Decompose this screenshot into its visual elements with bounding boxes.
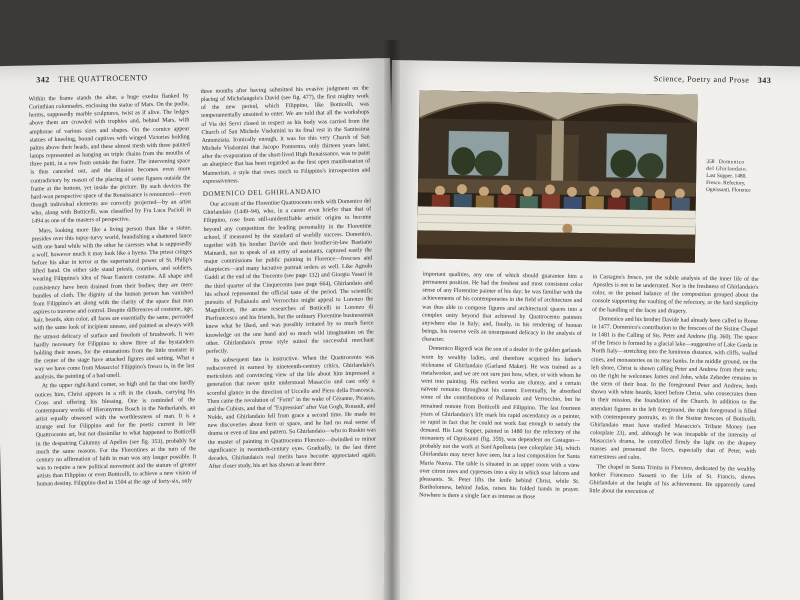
caption-line: Domenico — [718, 159, 745, 166]
left-page-number: 342 — [36, 75, 50, 85]
right-running-head — [654, 74, 778, 85]
paragraph: Within the frame stands the altar, a huge exedra flanked by Corinthian colonnades, enclosing the statue of Mars. On the podia, herms, supposedly marble sculptures, twist as if alive. The ledges above them are crowded with trophies and, behind Mars, with amphorae of various sizes and shapes. On the cornice appear statues of kneeling, bound captives with winged Victories holding palms above their heads, and these almost mesh with three painted lamps represented as hanging on triple chains from the mouths of three putti, in a row from outside the frame. The intervening space is thus canceled out, and the illusion becomes even more contradictory by reason of the placing of some figures outside the frame at the bottom, yet inside the picture. By such devices the hard-won perspective space of the Renaissance is renounced—even though individual elements are correctly projected—by an artist who, along with Botticelli, was classified by Fra Luca Pacioli in 1494 as one of the masters of perspective. — [28, 93, 192, 225]
paragraph: At the upper right-hand corner, so high and far that one hardly notices him, Christ appears in a rift in the clouds, carrying his Cross and offering his blessing. One is reminded of the contemporary works of Hieronymus Bosch in the Netherlands, an artist equally obsessed with the worthlessness of man. It is a strange end for Filippino and for the poetic current in late Quattrocento art, but not dissimilar to what happened to Botticelli in the despairing Calumny of Apelles (see fig. 353), probably for much the same reasons. For the Florentines at the turn of the century no affirmation of faith in man was any longer possible. It was to require a new political movement and the stature of greater artists than Filippino or even Botticelli, to achieve a new vision of human destiny. Filippino died in 1504 at the age of forty-six, only — [34, 380, 197, 488]
figure-caption — [706, 159, 799, 195]
paragraph: Our account of the Florentine Quattrocento ends with Domenico del Ghirlandaio (1449–94), who, in a career even briefer than that of Filippino, rose from still-unidentifiable artistic origins to become beyond any competition the leading personality in the Florentine school, if measured by the standard of worldly success. Domenico, together with his brother Davide and their brother-in-law Bastiano Mainardi, not to speak of an army of assistants, captured easily the major commissions for public painting in Florence—frescoes and altarpieces—and many lucrative portrait orders as well. Like Agnolo Gaddi at the end of the Trecento (see page 132) and Giorgio Vasari in the third quarter of the Cinquecento (see page 664), Ghirlandaio and his school represented the official taste of the period. The scientific pursuits of Pollaiuolo and Verrocchio might appeal to Lorenzo the Magnificent, the arcane researches of Botticelli to Lorenzo di Pierfrancesco and his friends, but the ordinary Florentine businessman knew what he liked, and was possibly irritated by so much fierce knowledge on the one hand and so much wild imagination on the other. Ghirlandaio's prose style suited the successful merchant perfectly. — [203, 198, 374, 355]
caption-line: Last Supper. 1480. — [706, 172, 747, 180]
left-running-title: THE QUATTROCENTO — [58, 73, 148, 84]
paragraph: three months after having submitted his evasive judgment on the placing of Michelangelo's David (see fig. 477), the first mighty work of the new period, which Filippino, like Botticelli, was temperamentally unsuited to enter. We are told that all the workshops of Via dei Servi closed in respect as his body was carried from the Church of San Michele Visdomini to its final rest in the Santissima Annunziata. Ironically enough, it was for this very Church of San Michele Visdomini that Jacopo Pontormo, only thirteen years later, after the evaporation of the short-lived High Renaissance, was to paint an altarpiece that has been regarded as the first open manifestation of Mannerism, a style that owes much to Filippino's introspection and expressiveness. — [200, 85, 371, 185]
right-column-1 — [417, 271, 582, 600]
paragraph: Mars, looking more like a living person than like a statue, presides over this topsy-turvy world, brandishing a shattered lance with one hand while with the other he caresses what is supposedly a wolf, however much it may look like a hyena. The priest cringes before his altar in terror at the supernatural power of St. Philip's lifted hand. On either side stand priests, courtiers, and soldiers, wearing Filippino's idea of Near Eastern costume. All shape and consistency have been drained from their bodies; they are mere bundles of cloth. The dignity of the human person has vanished from Filippino's art along with the clarity of the space that man aspires to traverse and control. Despite differences of costume, age, hair, beards, skin color, all faces are essentially the same, pervaded with the same look of incipient unease, and painted as always with the utmost delicacy of surface and freedom of brushwork. It was hardly necessary for Filippino to show three of the bystanders holding their noses, for the emanations from the little monster in the center of the stage have attacked figures and setting. What a way we have come from Masaccio! Filippino's fresco is, in the last analysis, the painting of a bad smell. — [31, 224, 195, 381]
paragraph: The chapel in Santa Trinita in Florence, dedicated by the wealthy banker Francesco Sassetti to the Life of St. Francis, shows Ghirlandaio at the height of his achievement. He apparently cared little about the execution of — [589, 463, 756, 496]
caption-number: 358 — [706, 158, 715, 166]
right-page-number: 343 — [757, 75, 772, 85]
right-page — [383, 60, 800, 600]
left-page — [0, 58, 402, 600]
caption-line: Fresco. Refectory, — [706, 179, 746, 187]
right-running-title: Science, Poetry and Prose — [653, 74, 750, 85]
paragraph: Its subsequent fate is instructive. When the Quattrocento was rediscovered in earnest by nineteenth-century critics, Ghirlandaio's meticulous and convincing view of the life about him impressed a generation that never quite understood Masaccio and cast only a scornful glance in the direction of Uccello and Piero della Francesca. Then came the revolution of "Form" in the wake of Cézanne, Picasso, and the Cubists, and that of "Expression" after Van Gogh, Rouault, and Nolde, and Ghirlandaio fell from grace a second time. He made no new discoveries about form or space, and he had no real sense of drama or even of line and pattern. So Ghirlandaio—who to Ruskin was the master of painting in Quattrocento Florence—dwindled to minor significance in twentieth-century eyes. Gradually, in the last three decades, Ghirlandaio's real merits have become appreciated again. After closer study, his art has shown at least three — [206, 354, 377, 470]
fresco-illustration — [417, 90, 698, 262]
paragraph: important qualities, any one of which should guarantee him a permanent position. He had the freshest and most consistent color sense of any Florentine painter of his day; he was familiar with the achievements of his contemporaries in the field of architecture and was thus able to compose figures and architectural spaces into a complex unity beyond that achieved by Quattrocento painters anywhere else in Italy; and, finally, in his rendering of human beings, his reserve veils an unsurpassed delicacy in the analysis of character. — [421, 271, 583, 344]
paragraph: Domenico Bigordi was the son of a dealer in the golden garlands worn by wealthy ladies, and therefore acquired his father's nickname of Ghirlandaio (Garland Maker). He was trained as a metalworker, and we are not sure just how, when, or with whom he went into painting. His earliest works are clumsy, and a certain naïveté remains throughout his career. Eventually, he absorbed some of the contributions of Pollaiuolo and Verrocchio, but he remained remote from Botticelli and Filippino. The last fourteen years of Ghirlandaio's life mark his rapid ascendancy as a painter, so rapid in fact that he could not work fast enough to satisfy the demand. His Last Supper, painted in 1480 for the refectory of the monastery of Ognissanti (fig. 359), was dependent on Castagno—probably not the work at Sant'Apollonia (see colorplate 34), which Ghirlandaio may never have seen, but a lost composition for Santa Maria Nuova. The table is situated in an upper room with a view over citron trees and cypresses into a sky in which soar falcons and pheasants. St. Peter lifts the knife behind Christ, while St. Bartholomew, behind Judas, raises his folded hands in prayer. Nowhere is there a single face as intense as those — [419, 346, 582, 501]
last-supper-fresco-image — [417, 90, 698, 262]
paragraph: Domenico and his brother Davide had already been called to Rome in 1477. Domenico's contribution to the frescoes of the Sistine Chapel in 1481 is the Calling of Sts. Peter and Andrew (fig. 360). The space of the fresco is formed by a glacial lake—suggestive of Lake Garda in North Italy—stretching into the luminous distance, with cliffs, walled cities, and monasteries on its near banks. In the middle ground, on the left shore, Christ is shown calling Peter and Andrew from their nets; on the right he welcomes James and John, while Zebedee remains in the stern of their boat. In the foreground Peter and Andrew, both shown with white beards, kneel before Christ, who consecrates them in their mission, the foundation of the Church. In addition to the attendant figures in the left foreground, the right foreground is filled with contemporary portraits, as in the Sistine frescoes of Botticelli. Ghirlandaio must have studied Masaccio's Tribute Money (see colorplate 23), and, although he was incapable of the intensity of Masaccio's drama, he controlled firmly the light on the drapery masses and presented the faces, especially that of Peter, with earnestness and calm. — [589, 316, 758, 462]
caption-line: Ognissanti, Florence — [705, 186, 751, 194]
paragraph: in Castagno's fresco, yet the subtle analysis of the inner life of the Apostles is not to be underrated. Nor is the freshness of Ghirlandaio's color, or the poised balance of the composition grouped about the console supporting the vaulting of the refectory, or the hard simplicity of the handling of the faces and drapery. — [592, 274, 759, 315]
left-column-2 — [201, 84, 380, 600]
book-gutter — [384, 40, 400, 600]
left-column-1 — [29, 92, 200, 600]
section-heading: DOMENICO DEL GHIRLANDAIO — [202, 187, 321, 198]
right-column-2 — [587, 273, 758, 600]
caption-line: del Ghirlandaio. — [706, 165, 748, 173]
left-running-head — [36, 73, 147, 84]
